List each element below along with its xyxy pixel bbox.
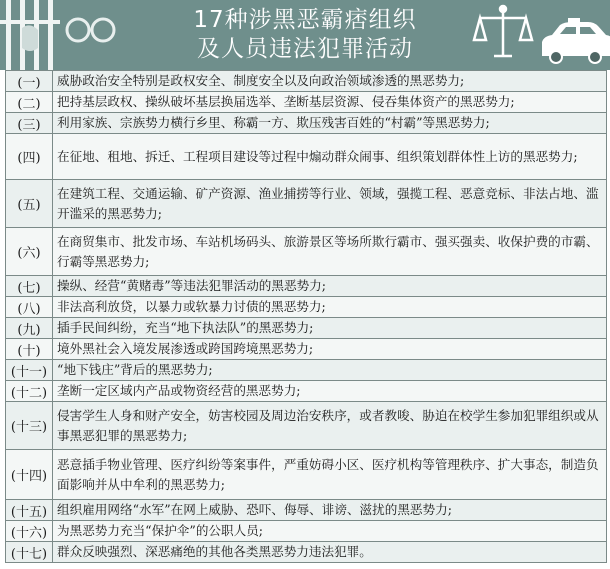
title-line-1: 17种涉黑恶霸痞组织 [193,7,417,33]
row-text: 群众反映强烈、深恶痛绝的其他各类黑恶势力违法犯罪。 [53,542,607,563]
row-number: (七) [6,276,53,297]
row-number: (十六) [6,521,53,542]
row-text: 威胁政治安全特别是政权安全、制度安全以及向政治领域渗透的黑恶势力; [53,71,607,92]
table-row [6,381,607,402]
table-row [6,500,607,521]
table-row [6,402,607,450]
row-text: 侵害学生人身和财产安全，妨害校园及周边治安秩序，或者教唆、胁迫在校学生参加犯罪组织或从事黑恶犯罪的黑恶势力; [53,402,607,450]
row-number: (十四) [6,450,53,500]
row-number: (十三) [6,402,53,450]
title-line-2: 及人员违法犯罪活动 [197,36,413,62]
header-banner [0,0,610,70]
table-row [6,297,607,318]
row-number: (二) [6,92,53,113]
row-text: 在商贸集市、批发市场、车站机场码头、旅游景区等场所欺行霸市、强买强卖、收保护费的市霸、行霸等黑恶势力; [53,228,607,276]
row-number: (十) [6,339,53,360]
row-number: (四) [6,134,53,180]
table-row [6,521,607,542]
table-row [6,92,607,113]
row-number: (十七) [6,542,53,563]
row-text: 组织雇用网络“水军”在网上威胁、恐吓、侮辱、诽谤、滋扰的黑恶势力; [53,500,607,521]
row-number: (一) [6,71,53,92]
table-row [6,542,607,563]
table-row [6,360,607,381]
row-text: 在建筑工程、交通运输、矿产资源、渔业捕捞等行业、领域，强揽工程、恶意竞标、非法占地、滥开滥采的黑恶势力; [53,180,607,228]
handcuffs-icon [67,19,114,41]
table-row [6,276,607,297]
jail-bars-icon [0,0,60,70]
row-number: (十一) [6,360,53,381]
table-row [6,180,607,228]
row-text: 插手民间纠纷，充当“地下执法队”的黑恶势力; [53,318,607,339]
row-number: (八) [6,297,53,318]
row-number: (十二) [6,381,53,402]
row-text: 垄断一定区域内产品或物资经营的黑恶势力; [53,381,607,402]
table-row [6,318,607,339]
row-number: (九) [6,318,53,339]
table-row [6,113,607,134]
table-row [6,450,607,500]
row-number: (十五) [6,500,53,521]
row-text: 在征地、租地、拆迁、工程项目建设等过程中煽动群众闹事、组织策划群体性上访的黑恶势力; [53,134,607,180]
row-text: 非法高利放贷，以暴力或软暴力讨债的黑恶势力; [53,297,607,318]
row-number: (五) [6,180,53,228]
page-title [120,6,490,64]
police-car-icon [542,18,610,63]
row-text: 为黑恶势力充当“保护伞”的公职人员; [53,521,607,542]
row-text: “地下钱庄”背后的黑恶势力; [53,360,607,381]
row-number: (三) [6,113,53,134]
row-text: 境外黑社会入境发展渗透或跨国跨境黑恶势力; [53,339,607,360]
table-row [6,134,607,180]
table-row [6,228,607,276]
row-number: (六) [6,228,53,276]
row-text: 把持基层政权、操纵破坏基层换届选举、垄断基层资源、侵吞集体资产的黑恶势力; [53,92,607,113]
activities-table [5,70,607,563]
table-row [6,339,607,360]
row-text: 利用家族、宗族势力横行乡里、称霸一方、欺压残害百姓的“村霸”等黑恶势力; [53,113,607,134]
table-row [6,71,607,92]
row-text: 恶意插手物业管理、医疗纠纷等案事件，严重妨碍小区、医疗机构等管理秩序、扩大事态，制造负面影响并从中牟利的黑恶势力; [53,450,607,500]
row-text: 操纵、经营“黄赌毒”等违法犯罪活动的黑恶势力; [53,276,607,297]
